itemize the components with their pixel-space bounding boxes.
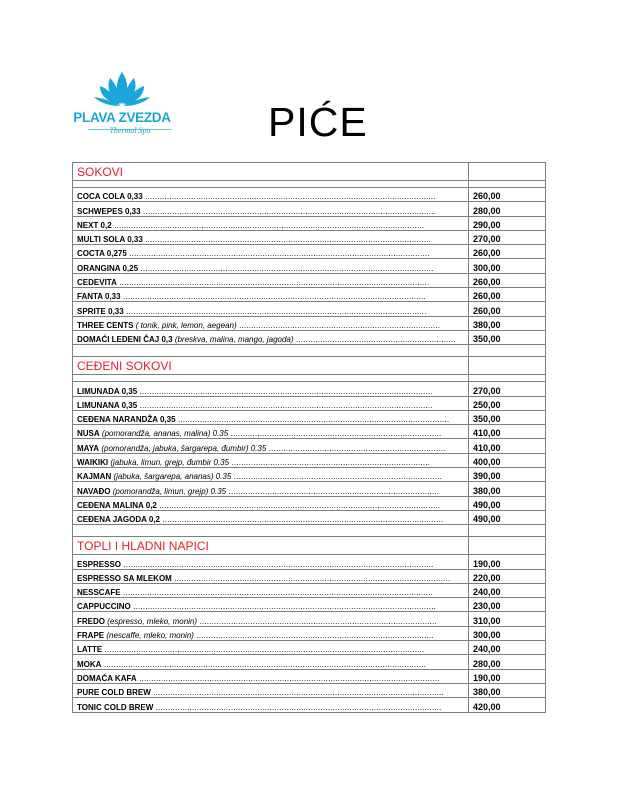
menu-item-row	[73, 453, 546, 467]
menu-item	[73, 316, 469, 330]
item-name: NESSCAFE	[77, 588, 121, 598]
menu-item-row	[73, 439, 546, 453]
dot-leader: ....................................................................................................................	[156, 500, 441, 510]
menu-item	[73, 683, 469, 697]
spacer-cell	[469, 525, 546, 537]
item-price: 260,00	[469, 273, 546, 287]
item-description: (jabuka, limun, grejp, đumbir 0.35	[110, 458, 230, 468]
menu-item-row	[73, 245, 546, 259]
item-name: PURE COLD BREW	[77, 688, 151, 698]
item-price: 190,00	[469, 555, 546, 569]
menu-item-row	[73, 626, 546, 640]
menu-item-row	[73, 216, 546, 230]
section-header-row	[73, 163, 546, 181]
menu-item	[73, 330, 469, 344]
item-price: 400,00	[469, 453, 546, 467]
item-price: 280,00	[469, 202, 546, 216]
item-name: THREE CENTS	[77, 320, 134, 330]
item-price: 300,00	[469, 626, 546, 640]
dot-leader: ..................................................................................................................	[171, 573, 451, 583]
spacer-row	[73, 525, 546, 537]
menu-item	[73, 245, 469, 259]
item-price: 260,00	[469, 245, 546, 259]
dot-leader: ..................................................................................	[229, 458, 431, 468]
dot-leader: .........................................................................................................................	[137, 400, 433, 410]
dot-leader: .........................................................................	[266, 443, 446, 453]
dot-leader: .....................................................................................................................................	[101, 659, 427, 669]
menu-item	[73, 555, 469, 569]
item-name: SPRITE 0,33	[77, 306, 124, 316]
menu-item-row	[73, 569, 546, 583]
dot-leader: ......................................................................................................................	[153, 702, 442, 712]
dot-leader: ................................................................................................................................	[120, 588, 434, 598]
dot-leader: .............................................................................................................................	[130, 602, 437, 612]
gap-cell	[469, 181, 546, 188]
menu-item-row	[73, 482, 546, 496]
dot-leader: ................................................................................................................................	[111, 220, 425, 230]
menu-item	[73, 188, 469, 202]
section-price-cell	[469, 357, 546, 375]
menu-item	[73, 669, 469, 683]
item-description: (jabuka, šargarepa, ananas) 0.35	[113, 472, 232, 482]
menu-item	[73, 202, 469, 216]
item-name: LIMUNANA 0,35	[77, 400, 138, 410]
item-price: 260,00	[469, 288, 546, 302]
item-description: (pomorandža, limun, grejp) 0.35	[112, 486, 227, 496]
menu-item	[73, 230, 469, 244]
menu-item-row	[73, 683, 546, 697]
item-description: (espresso, mleko, monin)	[107, 616, 198, 626]
menu-item	[73, 626, 469, 640]
item-name: CEDEVITA	[77, 278, 117, 288]
menu-item-row	[73, 202, 546, 216]
item-description: (pomorandža, ananas, malina) 0.35	[101, 429, 229, 439]
item-name: MOKA	[77, 659, 102, 669]
dot-leader: ...................................................................................	[236, 320, 441, 330]
spacer-cell	[73, 525, 469, 537]
item-price: 290,00	[469, 216, 546, 230]
dot-leader: .......................................................................................	[226, 486, 440, 496]
menu-item-row	[73, 598, 546, 612]
item-name: SCHWEPES 0,33	[77, 206, 141, 216]
menu-item-row	[73, 612, 546, 626]
section-gap-row	[73, 181, 546, 188]
item-name: FANTA 0,33	[77, 292, 121, 302]
menu-item	[73, 641, 469, 655]
brand-logo	[70, 70, 174, 150]
item-name: NUSA	[77, 429, 100, 439]
item-name: CEĐENA JAGODA 0,2	[77, 515, 160, 525]
section-price-cell	[469, 163, 546, 181]
menu-table	[72, 162, 546, 713]
menu-item	[73, 598, 469, 612]
dot-leader: ......................................................................................................................	[142, 235, 432, 245]
dot-leader: .........................................................................................................................	[137, 386, 433, 396]
dot-leader: ..................................................................	[293, 335, 456, 345]
item-name: FREDO	[77, 616, 105, 626]
item-price: 350,00	[469, 410, 546, 424]
item-price: 380,00	[469, 683, 546, 697]
item-price: 270,00	[469, 230, 546, 244]
item-price: 230,00	[469, 598, 546, 612]
item-price: 260,00	[469, 188, 546, 202]
item-price: 420,00	[469, 698, 546, 712]
item-name: ESPRESSO	[77, 559, 122, 569]
menu-item	[73, 396, 469, 410]
menu-item	[73, 273, 469, 287]
item-price: 490,00	[469, 496, 546, 510]
menu-item	[73, 655, 469, 669]
menu-item-row	[73, 316, 546, 330]
dot-leader: ..................................................................................................	[197, 616, 437, 626]
menu-item-row	[73, 655, 546, 669]
dot-leader: ..................................................................................................	[193, 631, 434, 641]
item-price: 270,00	[469, 382, 546, 396]
menu-item-row	[73, 468, 546, 482]
item-price: 300,00	[469, 259, 546, 273]
item-name: FRAPE	[77, 631, 105, 641]
menu-item	[73, 453, 469, 467]
dot-leader: ....................................................................................................................................	[102, 645, 425, 655]
menu-item-row	[73, 496, 546, 510]
item-name: NAVAĐO	[77, 486, 111, 496]
menu-item	[73, 583, 469, 597]
menu-item-row	[73, 396, 546, 410]
menu-item	[73, 612, 469, 626]
section-header-row	[73, 357, 546, 375]
dot-leader: ............................................................................................................................	[136, 673, 440, 683]
dot-leader: ................................................................................................................	[175, 415, 450, 425]
item-name: TONIC COLD BREW	[77, 702, 154, 712]
item-name: DOMAĆI LEDENI ČAJ 0,3	[77, 335, 173, 345]
menu-item	[73, 496, 469, 510]
dot-leader: .......................................................................................	[228, 429, 442, 439]
item-description: (nescaffe, mleko, monin)	[106, 631, 194, 641]
menu-item-row	[73, 259, 546, 273]
page-title: PIĆE	[268, 99, 368, 145]
menu-item-row	[73, 641, 546, 655]
item-price: 350,00	[469, 330, 546, 344]
item-price: 220,00	[469, 569, 546, 583]
item-name: COCA COLA 0,33	[77, 192, 143, 202]
menu-item-row	[73, 698, 546, 712]
item-name: COCTA 0,275	[77, 249, 127, 259]
dot-leader: ....................................................................................................................	[159, 515, 444, 525]
lotus-icon	[70, 70, 174, 112]
item-price: 380,00	[469, 482, 546, 496]
menu-item	[73, 216, 469, 230]
menu-item-row	[73, 510, 546, 524]
menu-item-row	[73, 583, 546, 597]
item-name: CAPPUCCINO	[77, 602, 131, 612]
dot-leader: ........................................................................................................................	[142, 192, 436, 202]
menu-item-row	[73, 230, 546, 244]
item-price: 190,00	[469, 669, 546, 683]
menu-item	[73, 410, 469, 424]
section-title: SOKOVI	[73, 163, 469, 181]
section-price-cell	[469, 537, 546, 555]
menu-item	[73, 510, 469, 524]
menu-item	[73, 288, 469, 302]
menu-item	[73, 468, 469, 482]
menu-item-row	[73, 273, 546, 287]
item-name: DOMAĆA KAFA	[77, 673, 137, 683]
menu-item	[73, 698, 469, 712]
spacer-row	[73, 345, 546, 357]
menu-item	[73, 482, 469, 496]
item-price: 390,00	[469, 468, 546, 482]
section-header-row	[73, 537, 546, 555]
menu-item	[73, 439, 469, 453]
gap-cell	[73, 375, 469, 382]
item-price: 260,00	[469, 302, 546, 316]
menu-item-row	[73, 410, 546, 424]
item-price: 380,00	[469, 316, 546, 330]
item-name: ESPRESSO SA MLEKOM	[77, 573, 172, 583]
section-title: CEĐENI SOKOVI	[73, 357, 469, 375]
item-description: (pomorandža, jabuka, šargarepa, đumbir) 0.35	[101, 443, 267, 453]
menu-item-row	[73, 669, 546, 683]
item-name: LATTE	[77, 645, 103, 655]
dot-leader: ............................................................................................................................	[123, 306, 427, 316]
item-name: CEĐENA MALINA 0,2	[77, 500, 157, 510]
item-price: 240,00	[469, 583, 546, 597]
menu-item	[73, 259, 469, 273]
spacer-cell	[469, 345, 546, 357]
item-name: KAJMAN	[77, 472, 112, 482]
dot-leader: ............................................................................................................................	[126, 249, 430, 259]
dot-leader: ................................................................................................................................	[121, 559, 434, 569]
item-name: NEXT 0,2	[77, 220, 112, 230]
dot-leader: ......................................................................................	[231, 472, 443, 482]
menu-item-row	[73, 288, 546, 302]
menu-item-row	[73, 425, 546, 439]
section-gap-row	[73, 375, 546, 382]
menu-item-row	[73, 382, 546, 396]
dot-leader: .........................................................................................................................	[138, 263, 434, 273]
item-name: CEĐENA NARANDŽA 0,35	[77, 415, 176, 425]
item-description: ( tonik, pink, lemon, aegean)	[135, 320, 237, 330]
item-name: WAIKIKI	[77, 458, 109, 468]
menu-item	[73, 302, 469, 316]
item-price: 410,00	[469, 425, 546, 439]
item-price: 490,00	[469, 510, 546, 524]
menu-item	[73, 569, 469, 583]
menu-item-row	[73, 188, 546, 202]
item-price: 310,00	[469, 612, 546, 626]
menu-item-row	[73, 330, 546, 344]
menu-item-row	[73, 555, 546, 569]
dot-leader: .............................................................................................................................	[120, 292, 426, 302]
spacer-cell	[73, 345, 469, 357]
dot-leader: .........................................................................................................................	[140, 206, 437, 216]
item-price: 410,00	[469, 439, 546, 453]
item-name: MULTI SOLA 0,33	[77, 235, 143, 245]
item-price: 280,00	[469, 655, 546, 669]
item-name: MAYA	[77, 443, 100, 453]
menu-item-row	[73, 302, 546, 316]
item-price: 240,00	[469, 641, 546, 655]
dot-leader: ................................................................................................................................	[116, 278, 430, 288]
brand-tagline: Thermal Spa	[109, 126, 151, 135]
menu-item	[73, 425, 469, 439]
item-name: LIMUNADA 0,35	[77, 386, 138, 396]
item-price: 250,00	[469, 396, 546, 410]
item-description: (breskva, malina, mango, jagoda)	[174, 335, 294, 345]
item-name: ORANGINA 0,25	[77, 263, 139, 273]
gap-cell	[469, 375, 546, 382]
brand-name: PLAVA ZVEZDA	[73, 110, 171, 125]
menu-item	[73, 382, 469, 396]
dot-leader: ........................................................................................................................	[150, 688, 444, 698]
section-title: TOPLI I HLADNI NAPICI	[73, 537, 469, 555]
gap-cell	[73, 181, 469, 188]
